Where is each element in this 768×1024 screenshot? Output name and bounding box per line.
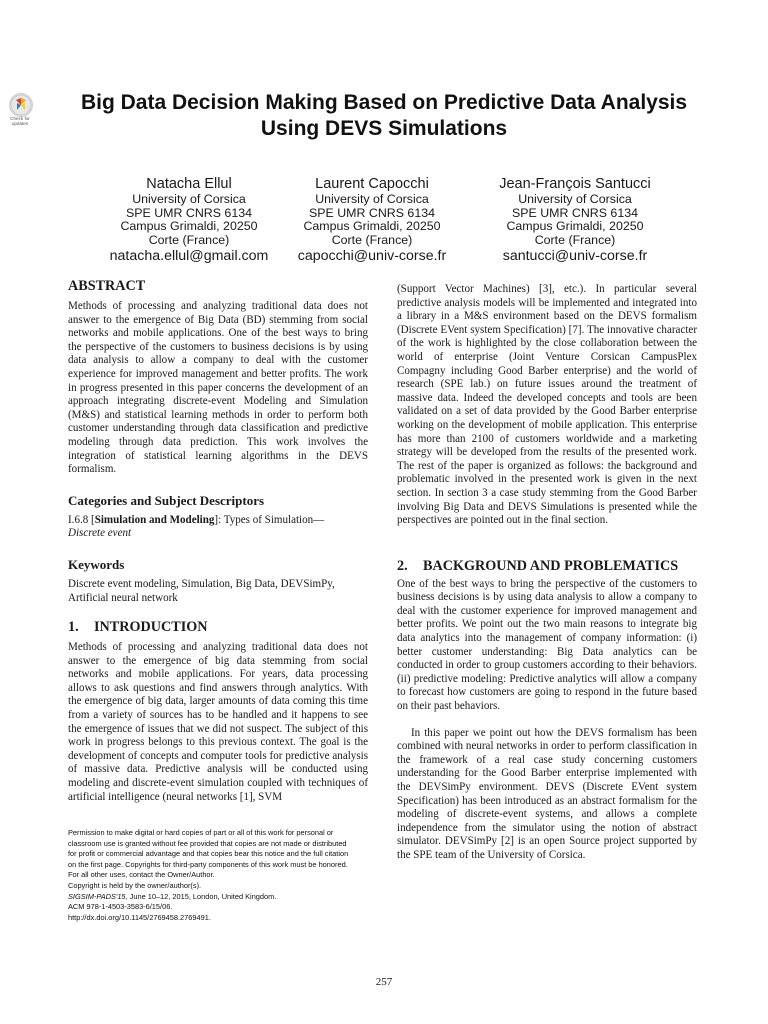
- author-block: [465, 176, 685, 265]
- introduction-heading: [68, 619, 368, 636]
- author-university: University of Corsica: [132, 192, 246, 206]
- abstract-text: Methods of processing and analyzing traditional data does not answer to the emergence of Big Data (BD) stemming from social networks and mobile applications. One of the best ways to bring the perspective of the customers to business decisions is by using data analysis to allow a company to deal with the customer experience for improved management and better profits. The work in progress presented in this paper concerns the development of an approach integrating discrete-event Modeling and Simulation (M&S) and statistical learning methods in order to perform both customer understanding through data classification and predictive modeling through data prediction. This work involves the integration of statistical learning algorithms in the DEVS formalism.: [68, 300, 368, 476]
- category-rest: ]: Types of Simulation—: [214, 513, 325, 526]
- right-column: [397, 283, 697, 863]
- author-email[interactable]: capocchi@univ-corse.fr: [297, 248, 447, 265]
- category-italic: Discrete event: [68, 527, 132, 540]
- author-block: [262, 176, 482, 265]
- left-column: [68, 278, 368, 804]
- keywords-heading: Keywords: [68, 556, 125, 572]
- copyright-line: Permission to make digital or hard copies of part or all of this work for personal or: [68, 828, 334, 837]
- acm-isbn: ACM 978-1-4503-3583-6/15/06.: [68, 902, 173, 912]
- categories-text: [68, 514, 368, 541]
- copyright-line: on the first page. Copyrights for third-party components of this work must be honored.: [68, 859, 348, 869]
- doi-link[interactable]: http://dx.doi.org/10.1145/2769458.2769491.: [68, 912, 211, 922]
- author-email[interactable]: santucci@univ-corse.fr: [502, 248, 648, 265]
- section-number: 2.: [397, 557, 408, 574]
- category-bold: Simulation and Modeling: [94, 513, 215, 526]
- categories-heading: Categories and Subject Descriptors: [68, 492, 265, 508]
- keywords-text: Discrete event modeling, Simulation, Big Data, DEVSimPy, Artificial neural network: [68, 577, 335, 604]
- page-number: 257: [375, 976, 393, 988]
- author-lab: SPE UMR CNRS 6134: [511, 205, 638, 220]
- author-city: Corte (France): [148, 232, 230, 247]
- author-city: Corte (France): [331, 232, 413, 247]
- paper-title: Big Data Decision Making Based on Predictive Data Analysis Using DEVS Simulations: [80, 91, 688, 140]
- author-campus: Campus Grimaldi, 20250: [506, 219, 644, 234]
- category-code: I.6.8 [: [68, 513, 95, 526]
- copyright-line: classroom use is granted without fee provided that copies are not made or distributed: [68, 838, 347, 848]
- introduction-text: Methods of processing and analyzing traditional data does not answer to the emergence of big data stemming from social networks and mobile applications. For years, data processing allows to ask questions and find answers through analytics. With the emergence of big data, larger amounts of data coming this time from a variety of sources has to be handled and it happens to see the emergence of issues that we did not suspect. The subject of this work in progress belongs to this previous context. The goal is the development of concepts and computer tools for predictive analysis of massive data. Predictive analysis will be conducted using modeling and discrete-event simulation coupled with techniques of artificial intelligence (neural networks [1], SVM: [68, 641, 368, 803]
- section-number: 1.: [68, 619, 79, 636]
- background-paragraph-1: One of the best ways to bring the perspective of the customers to business decisions is by using data analysis to allow a company to deal with the customer experience for improved management and better profits. We point out the two main reasons to integrate big data analytics into the management of company information: (i) better customer understanding: Big Data analytics can be conducted in order to group customers according to their behaviors. (ii) predictive modeling: Predictive analytics will allow a company to forecast how customers are going to respond in the future based on their past behaviors.: [397, 577, 697, 713]
- section-title: INTRODUCTION: [94, 619, 208, 636]
- copyright-notice: [68, 828, 368, 923]
- author-lab: SPE UMR CNRS 6134: [308, 205, 435, 220]
- copyright-line: Copyright is held by the owner/author(s).: [68, 880, 202, 890]
- conference-line: [68, 892, 368, 903]
- author-email[interactable]: natacha.ellul@gmail.com: [109, 248, 269, 265]
- copyright-line: for profit or commercial advantage and that copies bear this notice and the full citation: [68, 849, 349, 859]
- conference-name: SIGSIM-PADS'15,: [68, 891, 128, 901]
- conference-details: June 10–12, 2015, London, United Kingdom.: [127, 891, 277, 901]
- author-name: Laurent Capocchi: [315, 176, 429, 192]
- author-name: Natacha Ellul: [146, 176, 232, 192]
- badge-label: Check for updates: [10, 116, 30, 126]
- introduction-continuation: (Support Vector Machines) [3], etc.). In particular several predictive analysis models will be implemented and integrated into a library in a M&S environment based on the DEVS formalism (Discrete EVent system Specification) [7]. The innovative character of the work is highlighted by the close collaboration between the world of enterprise (Joint Venture Corsican CampusPlex Compagny including Good Barber enterprise) and the world of research (SPE lab.) on future issues around the treatment of massive data. Indeed the developed concepts and tools are been validated on a set of data provided by the Good Barber enterprise working on the development of mobile application. This enterprise has more than 2100 of customers worldwide and a marketing strategy will be developed from the results of the presented work. The rest of the paper is organized as follows: the background and problematic involved in the presented work is given in the next section. In section 3 a case study stemming from the Good Barber involving Big Data and DEVS Simulations is presented while the perspectives are pointed out in the final section.: [397, 283, 697, 527]
- author-university: University of Corsica: [315, 192, 429, 206]
- background-heading: [397, 558, 697, 575]
- section-title: BACKGROUND AND PROBLEMATICS: [423, 557, 679, 574]
- copyright-line: For all other uses, contact the Owner/Author.: [68, 870, 215, 880]
- crossmark-icon: [9, 93, 33, 117]
- check-for-updates-badge[interactable]: [3, 93, 37, 127]
- abstract-heading: ABSTRACT: [68, 278, 146, 294]
- author-university: University of Corsica: [518, 192, 632, 206]
- author-campus: Campus Grimaldi, 20250: [120, 219, 258, 234]
- author-city: Corte (France): [534, 232, 616, 247]
- background-paragraph-2: In this paper we point out how the DEVS formalism has been combined with neural networks in order to perform classification in the framework of a real case study concerning customers understanding for the Good Barber enterprise implemented with the DEVSimPy environment. DEVS (Discrete EVent system Specification) has been introduced as an abstract formalism for the modeling of discrete-event systems, and allows a complete independence from the simulator using the notion of abstract simulator. DEVSimPy [2] is an open Source project supported by the SPE team of the University of Corsica.: [397, 726, 697, 861]
- author-campus: Campus Grimaldi, 20250: [303, 219, 441, 234]
- author-lab: SPE UMR CNRS 6134: [125, 205, 252, 220]
- author-name: Jean-François Santucci: [499, 176, 651, 192]
